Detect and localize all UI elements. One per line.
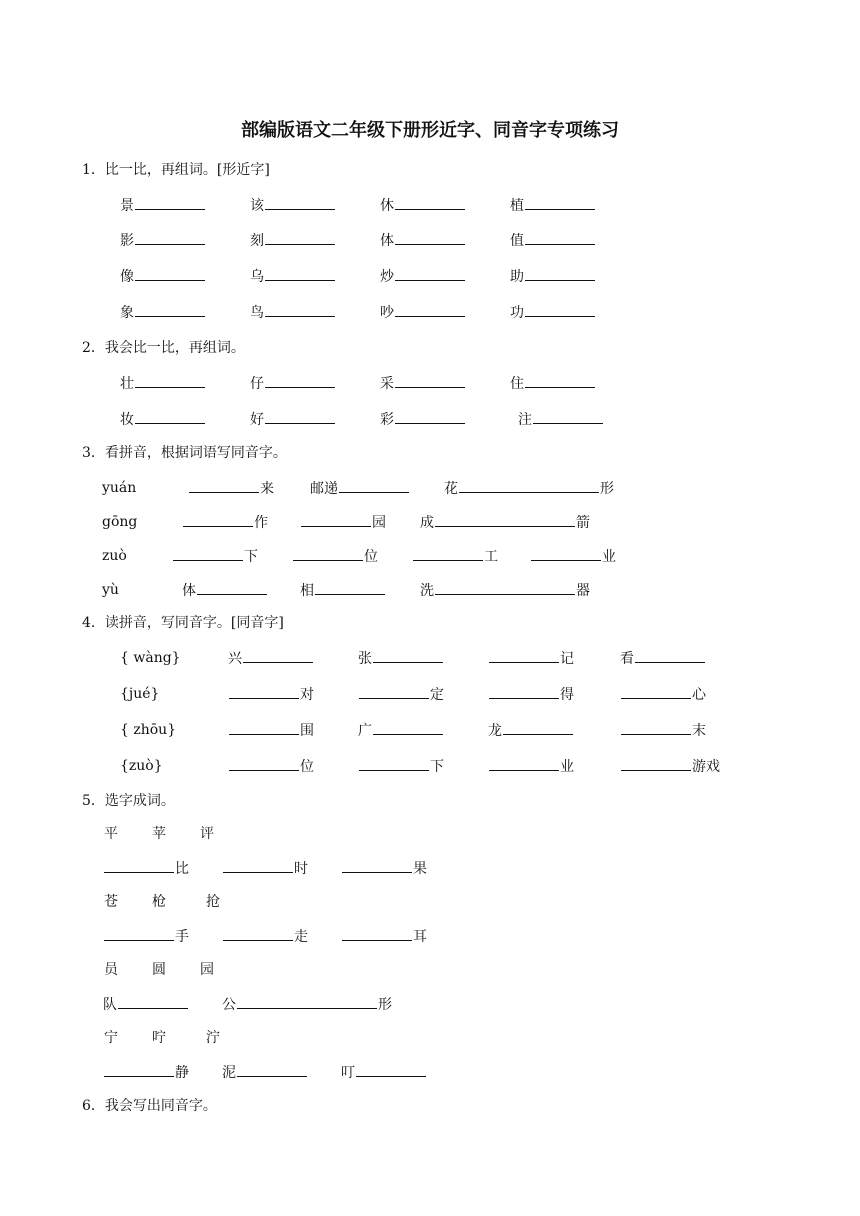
choice-char-text: 咛 xyxy=(152,1030,166,1046)
answer-blank[interactable] xyxy=(197,579,267,595)
pinyin-row xyxy=(0,511,860,533)
word-row xyxy=(0,925,860,947)
word-item xyxy=(358,719,444,742)
choice-char xyxy=(200,959,214,981)
word-item xyxy=(358,647,444,670)
pinyin-label: {zuò} xyxy=(120,758,163,774)
word-item xyxy=(341,857,427,880)
answer-blank[interactable] xyxy=(229,683,299,699)
compare-item xyxy=(250,301,336,324)
compare-char: 好 xyxy=(250,412,264,428)
word-prefix: 公 xyxy=(222,997,236,1013)
choice-char-text: 抢 xyxy=(206,894,220,910)
word-prefix: 泥 xyxy=(222,1065,236,1081)
answer-blank[interactable] xyxy=(525,265,595,281)
answer-blank[interactable] xyxy=(104,925,174,941)
compare-item xyxy=(120,194,206,217)
choice-char-text: 平 xyxy=(104,826,118,842)
word-item xyxy=(222,993,392,1016)
word-item xyxy=(341,1061,427,1084)
word-suffix: 位 xyxy=(364,549,378,565)
word-prefix: 广 xyxy=(358,723,372,739)
word-suffix: 定 xyxy=(430,687,444,703)
word-row xyxy=(0,993,860,1015)
answer-blank[interactable] xyxy=(243,647,313,663)
word-prefix: 叮 xyxy=(341,1065,355,1081)
word-item xyxy=(620,755,720,778)
word-suffix: 比 xyxy=(175,861,189,877)
choice-char xyxy=(104,891,118,913)
pinyin-row xyxy=(0,719,860,741)
word-item xyxy=(300,579,386,602)
word-item xyxy=(620,719,706,742)
answer-blank[interactable] xyxy=(395,265,465,281)
answer-blank[interactable] xyxy=(265,229,335,245)
answer-blank[interactable] xyxy=(223,925,293,941)
answer-blank[interactable] xyxy=(339,477,409,493)
answer-blank[interactable] xyxy=(525,372,595,388)
pinyin-cell xyxy=(102,477,136,499)
answer-blank[interactable] xyxy=(533,408,603,424)
answer-blank[interactable] xyxy=(359,755,429,771)
q2-row xyxy=(0,408,860,430)
word-suffix: 工 xyxy=(484,549,498,565)
word-item xyxy=(444,477,614,500)
answer-blank[interactable] xyxy=(265,372,335,388)
compare-char: 吵 xyxy=(380,305,394,321)
compare-item xyxy=(510,301,596,324)
pinyin-cell xyxy=(120,647,181,669)
compare-item xyxy=(120,301,206,324)
word-item xyxy=(182,511,268,534)
answer-blank[interactable] xyxy=(435,511,575,527)
compare-char: 妆 xyxy=(120,412,134,428)
choice-char xyxy=(206,891,220,913)
pinyin-label: { zhōu} xyxy=(120,722,177,738)
word-prefix: 相 xyxy=(300,583,314,599)
answer-blank[interactable] xyxy=(118,993,188,1009)
choice-chars-row xyxy=(0,891,860,913)
word-item xyxy=(228,647,314,670)
choice-chars-row xyxy=(0,959,860,981)
pinyin-row xyxy=(0,477,860,499)
choice-char-text: 苹 xyxy=(152,826,166,842)
answer-blank[interactable] xyxy=(635,647,705,663)
word-suffix: 心 xyxy=(692,687,706,703)
word-item xyxy=(228,719,314,742)
page-title: 部编版语文二年级下册形近字、同音字专项练习 xyxy=(241,120,619,141)
compare-char: 功 xyxy=(510,305,524,321)
word-suffix: 游戏 xyxy=(692,759,720,775)
answer-blank[interactable] xyxy=(356,1061,426,1077)
word-item xyxy=(228,755,314,778)
answer-blank[interactable] xyxy=(135,194,205,210)
word-suffix: 记 xyxy=(560,651,574,667)
word-prefix: 队 xyxy=(103,997,117,1013)
word-item xyxy=(222,1061,308,1084)
answer-blank[interactable] xyxy=(265,194,335,210)
answer-blank[interactable] xyxy=(265,408,335,424)
compare-char: 景 xyxy=(120,198,134,214)
compare-char: 值 xyxy=(510,233,524,249)
compare-char: 象 xyxy=(120,305,134,321)
word-suffix: 时 xyxy=(294,861,308,877)
choice-char xyxy=(200,823,214,845)
answer-blank[interactable] xyxy=(413,545,483,561)
word-item xyxy=(300,511,386,534)
pinyin-row xyxy=(0,647,860,669)
answer-blank[interactable] xyxy=(525,301,595,317)
answer-blank[interactable] xyxy=(342,857,412,873)
compare-item xyxy=(120,265,206,288)
pinyin-row xyxy=(0,579,860,601)
answer-blank[interactable] xyxy=(237,993,377,1009)
compare-item xyxy=(250,408,336,431)
compare-char: 影 xyxy=(120,233,134,249)
compare-char: 鸟 xyxy=(250,305,264,321)
word-item xyxy=(488,647,574,670)
word-suffix: 得 xyxy=(560,687,574,703)
answer-blank[interactable] xyxy=(223,857,293,873)
answer-blank[interactable] xyxy=(395,372,465,388)
choice-char xyxy=(104,959,118,981)
pinyin-label: yù xyxy=(102,582,119,598)
compare-item xyxy=(510,265,596,288)
answer-blank[interactable] xyxy=(459,477,599,493)
word-item xyxy=(412,545,498,568)
choice-char-text: 评 xyxy=(200,826,214,842)
choice-char-text: 宁 xyxy=(104,1030,118,1046)
choice-char xyxy=(104,1027,118,1049)
compare-item xyxy=(380,194,466,217)
word-item xyxy=(358,755,444,778)
compare-char: 彩 xyxy=(380,412,394,428)
answer-blank[interactable] xyxy=(301,511,371,527)
pinyin-row xyxy=(0,545,860,567)
pinyin-label: gōng xyxy=(102,514,138,530)
word-item xyxy=(103,1061,189,1084)
word-row xyxy=(0,1061,860,1083)
compare-item xyxy=(380,265,466,288)
compare-item xyxy=(120,229,206,252)
pinyin-cell xyxy=(102,511,137,533)
word-item xyxy=(620,683,706,706)
answer-blank[interactable] xyxy=(395,301,465,317)
compare-item xyxy=(510,194,596,217)
compare-item xyxy=(380,408,466,431)
q1-row xyxy=(0,229,860,251)
choice-char xyxy=(152,891,166,913)
word-suffix: 业 xyxy=(602,549,616,565)
word-prefix: 花 xyxy=(444,481,458,497)
compare-item xyxy=(510,229,596,252)
word-suffix: 对 xyxy=(300,687,314,703)
q1-row xyxy=(0,301,860,323)
word-suffix: 围 xyxy=(300,723,314,739)
answer-blank[interactable] xyxy=(265,301,335,317)
choice-char xyxy=(206,1027,220,1049)
word-item xyxy=(292,545,378,568)
choice-char xyxy=(104,823,118,845)
answer-blank[interactable] xyxy=(359,683,429,699)
pinyin-row xyxy=(0,755,860,777)
word-item xyxy=(488,755,574,778)
compare-item xyxy=(510,372,596,395)
compare-char: 仔 xyxy=(250,376,264,392)
answer-blank[interactable] xyxy=(489,683,559,699)
word-suffix: 器 xyxy=(576,583,590,599)
word-suffix: 箭 xyxy=(576,515,590,531)
word-item xyxy=(488,719,574,742)
word-item xyxy=(228,683,314,706)
answer-blank[interactable] xyxy=(189,477,259,493)
answer-blank[interactable] xyxy=(135,229,205,245)
answer-blank[interactable] xyxy=(135,265,205,281)
compare-item xyxy=(380,229,466,252)
choice-char-text: 员 xyxy=(104,962,118,978)
choice-char xyxy=(152,1027,166,1049)
pinyin-cell xyxy=(102,545,127,567)
word-suffix: 耳 xyxy=(413,929,427,945)
word-suffix: 来 xyxy=(260,481,274,497)
choice-chars-row xyxy=(0,823,860,845)
word-suffix: 业 xyxy=(560,759,574,775)
answer-blank[interactable] xyxy=(229,719,299,735)
answer-blank[interactable] xyxy=(503,719,573,735)
pinyin-label: {jué} xyxy=(120,686,160,702)
question-4-label: 4．读拼音，写同音字。[同音字] xyxy=(82,615,284,631)
compare-char: 刻 xyxy=(250,233,264,249)
word-suffix: 走 xyxy=(294,929,308,945)
compare-item xyxy=(250,194,336,217)
compare-item xyxy=(120,372,206,395)
word-suffix: 果 xyxy=(413,861,427,877)
question-3-label: 3．看拼音，根据词语写同音字。 xyxy=(82,445,287,461)
compare-char: 植 xyxy=(510,198,524,214)
word-item xyxy=(420,511,590,534)
answer-blank[interactable] xyxy=(373,647,443,663)
word-item xyxy=(188,477,274,500)
answer-blank[interactable] xyxy=(342,925,412,941)
word-item xyxy=(530,545,616,568)
answer-blank[interactable] xyxy=(265,265,335,281)
word-suffix: 下 xyxy=(244,549,258,565)
word-suffix: 园 xyxy=(372,515,386,531)
choice-char xyxy=(152,823,166,845)
answer-blank[interactable] xyxy=(135,301,205,317)
compare-item xyxy=(250,229,336,252)
word-prefix: 张 xyxy=(358,651,372,667)
compare-item xyxy=(380,372,466,395)
answer-blank[interactable] xyxy=(315,579,385,595)
answer-blank[interactable] xyxy=(373,719,443,735)
answer-blank[interactable] xyxy=(135,372,205,388)
compare-char: 像 xyxy=(120,269,134,285)
word-item xyxy=(620,647,706,670)
pinyin-cell xyxy=(120,683,159,705)
word-suffix: 形 xyxy=(378,997,392,1013)
answer-blank[interactable] xyxy=(104,1061,174,1077)
word-item xyxy=(103,857,189,880)
choice-char-text: 园 xyxy=(200,962,214,978)
compare-item xyxy=(120,408,206,431)
pinyin-cell xyxy=(102,579,119,601)
word-row xyxy=(0,857,860,879)
compare-item xyxy=(250,372,336,395)
answer-blank[interactable] xyxy=(435,579,575,595)
pinyin-label: yuán xyxy=(102,480,137,496)
answer-blank[interactable] xyxy=(531,545,601,561)
answer-blank[interactable] xyxy=(237,1061,307,1077)
compare-char: 助 xyxy=(510,269,524,285)
compare-char: 该 xyxy=(250,198,264,214)
compare-char: 注 xyxy=(518,412,532,428)
choice-char-text: 圆 xyxy=(152,962,166,978)
compare-char: 乌 xyxy=(250,269,264,285)
word-suffix: 下 xyxy=(430,759,444,775)
word-prefix: 看 xyxy=(620,651,634,667)
q1-row xyxy=(0,265,860,287)
choice-char-text: 枪 xyxy=(152,894,166,910)
word-item xyxy=(182,579,268,602)
word-suffix: 位 xyxy=(300,759,314,775)
answer-blank[interactable] xyxy=(173,545,243,561)
question-2-label: 2．我会比一比，再组词。 xyxy=(82,340,245,356)
word-prefix: 邮递 xyxy=(310,481,338,497)
answer-blank[interactable] xyxy=(489,755,559,771)
answer-blank[interactable] xyxy=(395,408,465,424)
compare-item xyxy=(250,265,336,288)
compare-char: 采 xyxy=(380,376,394,392)
pinyin-label: zuò xyxy=(102,548,127,564)
answer-blank[interactable] xyxy=(621,755,691,771)
word-item xyxy=(358,683,444,706)
choice-chars-row xyxy=(0,1027,860,1049)
answer-blank[interactable] xyxy=(489,647,559,663)
word-item xyxy=(488,683,574,706)
compare-item xyxy=(380,301,466,324)
q2-row xyxy=(0,372,860,394)
compare-item xyxy=(518,408,604,431)
compare-char: 住 xyxy=(510,376,524,392)
answer-blank[interactable] xyxy=(183,511,253,527)
answer-blank[interactable] xyxy=(229,755,299,771)
answer-blank[interactable] xyxy=(621,683,691,699)
pinyin-label: { wàng} xyxy=(120,650,181,666)
pinyin-cell xyxy=(120,755,163,777)
answer-blank[interactable] xyxy=(525,229,595,245)
word-item xyxy=(341,925,427,948)
compare-char: 壮 xyxy=(120,376,134,392)
pinyin-row xyxy=(0,683,860,705)
choice-char-text: 泞 xyxy=(206,1030,220,1046)
answer-blank[interactable] xyxy=(621,719,691,735)
word-item xyxy=(172,545,258,568)
answer-blank[interactable] xyxy=(293,545,363,561)
word-prefix: 洗 xyxy=(420,583,434,599)
word-prefix: 龙 xyxy=(488,723,502,739)
choice-char xyxy=(152,959,166,981)
word-prefix: 体 xyxy=(182,583,196,599)
compare-char: 炒 xyxy=(380,269,394,285)
word-item xyxy=(103,925,189,948)
word-item xyxy=(222,925,308,948)
word-prefix: 成 xyxy=(420,515,434,531)
choice-char-text: 苍 xyxy=(104,894,118,910)
word-prefix: 兴 xyxy=(228,651,242,667)
word-item xyxy=(103,993,189,1016)
compare-char: 休 xyxy=(380,198,394,214)
answer-blank[interactable] xyxy=(135,408,205,424)
question-5-label: 5．选字成词。 xyxy=(82,793,175,809)
answer-blank[interactable] xyxy=(525,194,595,210)
word-suffix: 末 xyxy=(692,723,706,739)
question-6-label: 6．我会写出同音字。 xyxy=(82,1098,217,1114)
compare-char: 体 xyxy=(380,233,394,249)
word-item xyxy=(222,857,308,880)
word-suffix: 形 xyxy=(600,481,614,497)
question-1-label: 1．比一比，再组词。[形近字] xyxy=(82,162,270,178)
word-suffix: 作 xyxy=(254,515,268,531)
word-item xyxy=(420,579,590,602)
answer-blank[interactable] xyxy=(395,229,465,245)
word-suffix: 手 xyxy=(175,929,189,945)
q1-row xyxy=(0,194,860,216)
answer-blank[interactable] xyxy=(104,857,174,873)
word-suffix: 静 xyxy=(175,1065,189,1081)
word-item xyxy=(310,477,410,500)
answer-blank[interactable] xyxy=(395,194,465,210)
pinyin-cell xyxy=(120,719,176,741)
